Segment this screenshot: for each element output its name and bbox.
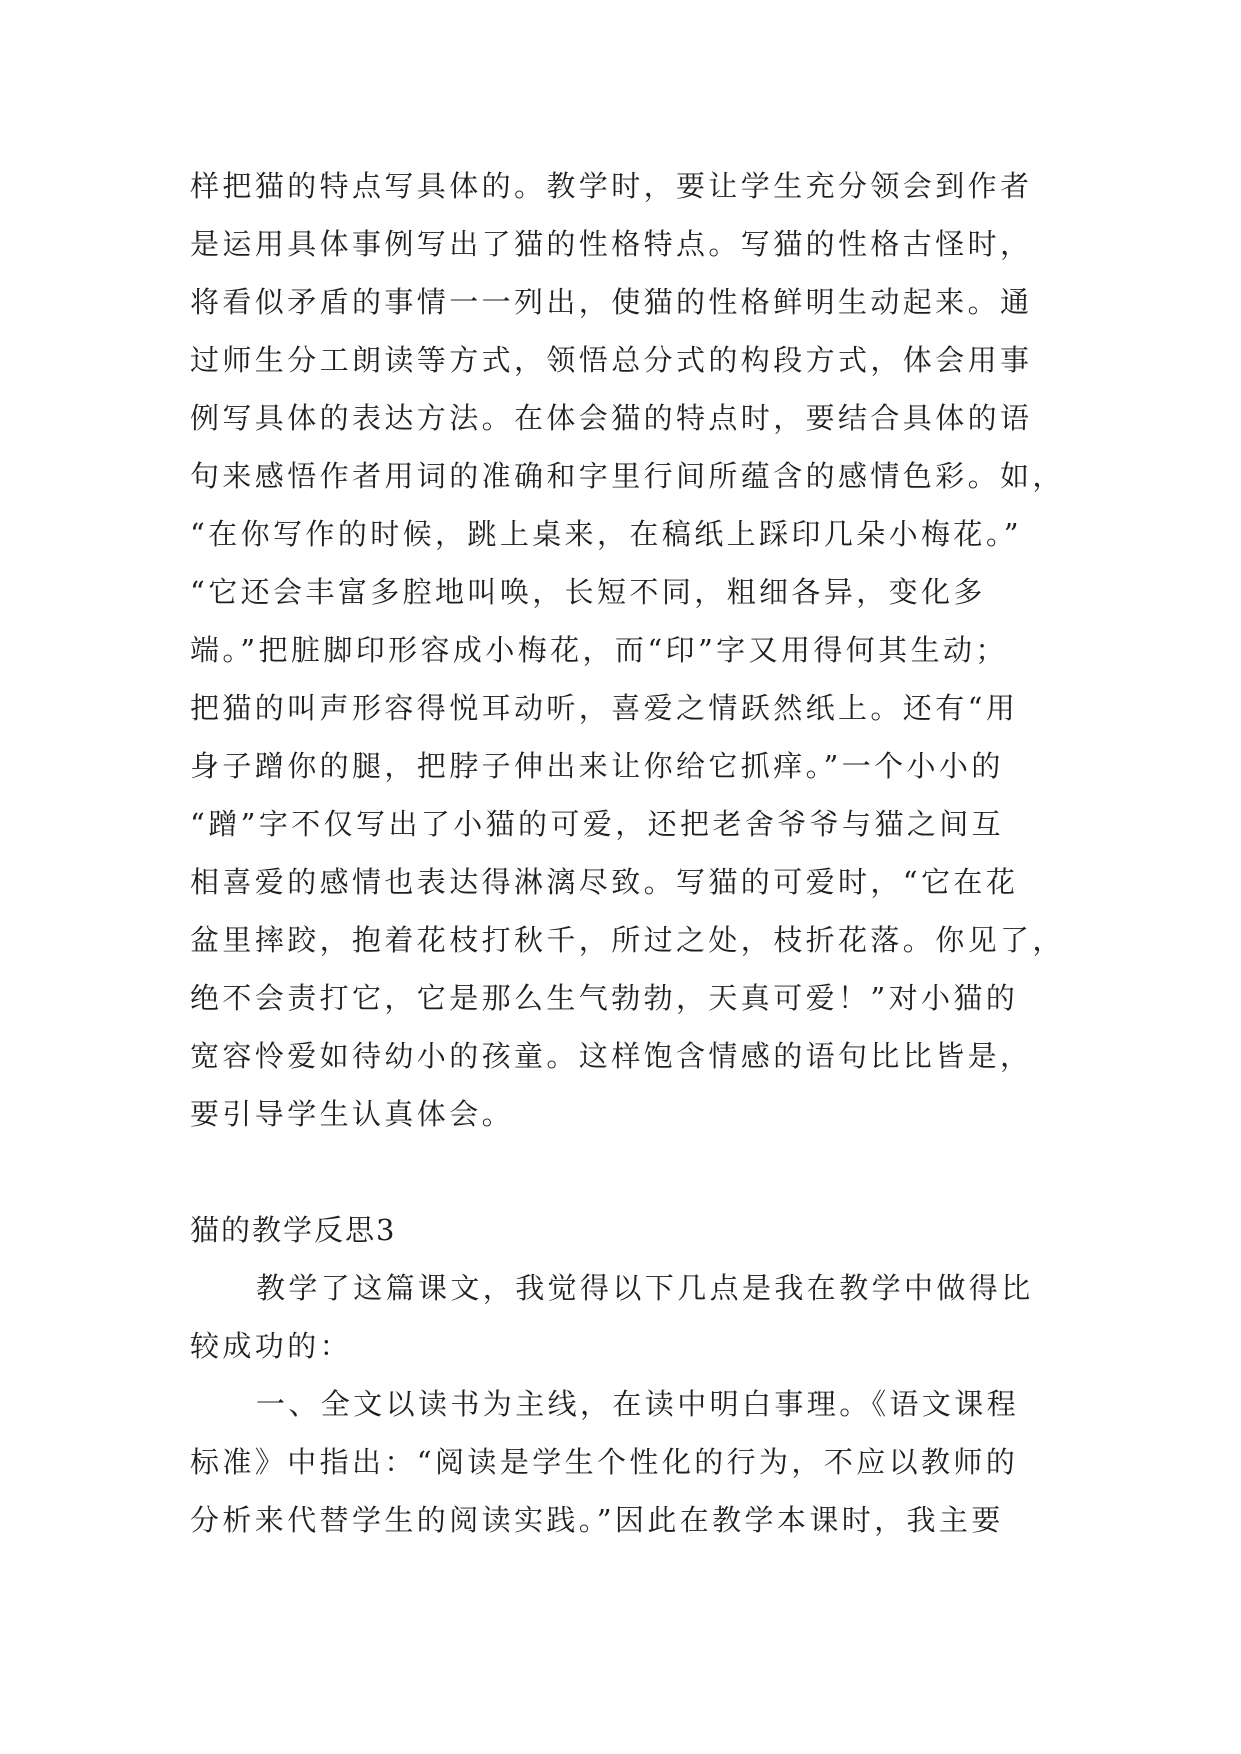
section-paragraph-intro [190,1259,1090,1375]
text-line: 过师生分工朗读等方式，领悟总分式的构段方式，体会用事 [190,343,1033,377]
text-line: 要引导学生认真体会。 [190,1097,515,1131]
text-line: 较成功的： [190,1329,353,1363]
continued-paragraph [190,157,1090,1143]
text-line: 相喜爱的感情也表达得淋漓尽致。写猫的可爱时，“它在花 [190,865,1019,899]
text-line: 句来感悟作者用词的准确和字里行间所蕴含的感情色彩。如， [190,459,1065,493]
text-line: “蹭”字不仅写出了小猫的可爱，还把老舍爷爷与猫之间互 [190,807,1005,841]
text-line: 样把猫的特点写具体的。教学时，要让学生充分领会到作者 [190,169,1033,203]
text-line: “它还会丰富多腔地叫唤，长短不同，粗细各异，变化多 [190,575,986,609]
section-heading: 猫的教学反思3 [190,1213,397,1247]
section-paragraph-point-one [190,1375,1090,1549]
text-line: 一、全文以读书为主线，在读中明白事理。《语文课程 [256,1387,1020,1421]
document-body [190,157,1090,1549]
text-line: 标准》中指出：“阅读是学生个性化的行为，不应以教师的 [190,1445,1019,1479]
text-line: 教学了这篇课文，我觉得以下几点是我在教学中做得比 [256,1271,1034,1305]
text-line: 端。”把脏脚印形容成小梅花，而“印”字又用得何其生动； [190,633,1008,667]
text-line: 绝不会责打它，它是那么生气勃勃，天真可爱！”对小猫的 [190,981,1019,1015]
text-line: 例写具体的表达方法。在体会猫的特点时，要结合具体的语 [190,401,1033,435]
text-line: 盆里摔跤，抱着花枝打秋千，所过之处，枝折花落。你见了， [190,923,1065,957]
text-line: 宽容怜爱如待幼小的孩童。这样饱含情感的语句比比皆是， [190,1039,1033,1073]
text-line: 分析来代替学生的阅读实践。”因此在教学本课时，我主要 [190,1503,1004,1537]
text-line: 把猫的叫声形容得悦耳动听，喜爱之情跃然纸上。还有“用 [190,691,1019,725]
text-line: 将看似矛盾的事情一一列出，使猫的性格鲜明生动起来。通 [190,285,1033,319]
text-line: 身子蹭你的腿，把脖子伸出来让你给它抓痒。”一个小小的 [190,749,1004,783]
text-line: “在你写作的时候，跳上桌来，在稿纸上踩印几朵小梅花。” [190,517,1022,551]
text-line: 是运用具体事例写出了猫的性格特点。写猫的性格古怪时， [190,227,1033,261]
